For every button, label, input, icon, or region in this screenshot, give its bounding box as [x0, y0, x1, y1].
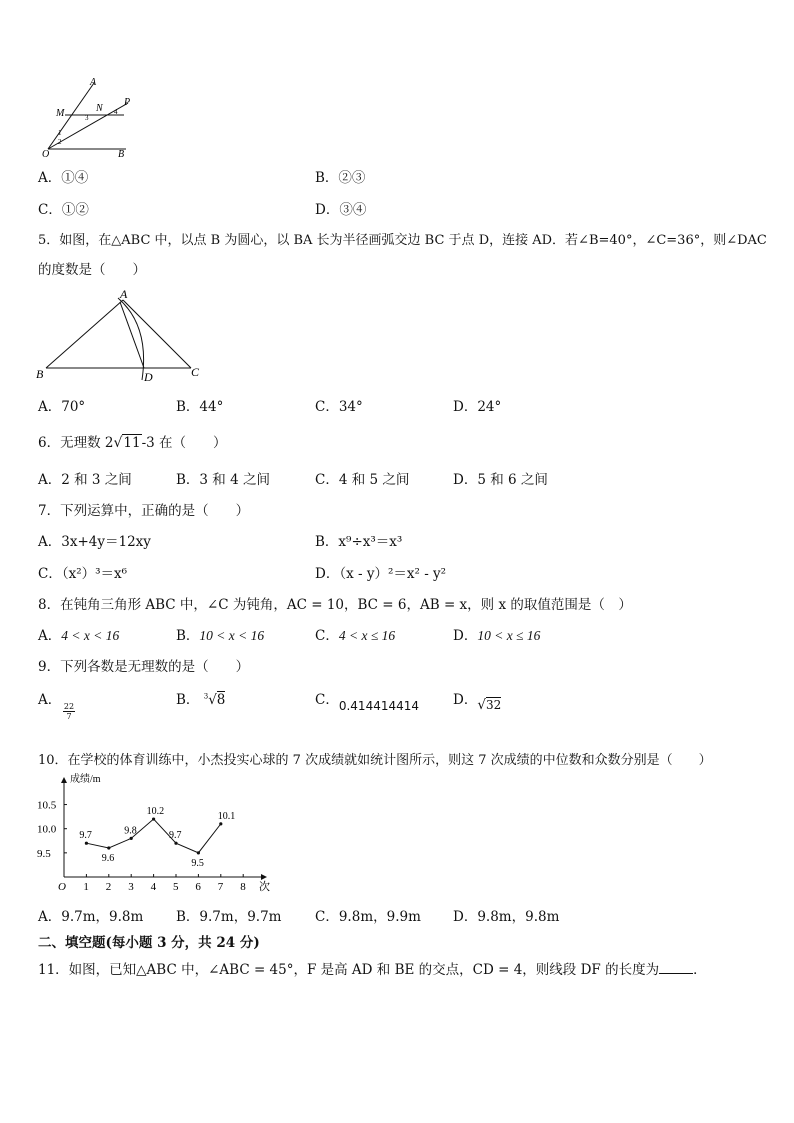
- q4-figure: [38, 75, 148, 160]
- q4-label-B: B: [118, 149, 125, 160]
- option-text: （x - y）²＝x² - y²: [339, 566, 447, 582]
- q4-label-1: 1: [58, 129, 62, 137]
- option-letter: D．: [453, 628, 478, 644]
- root-radicand: 32: [485, 698, 502, 712]
- q6-radicand: 11: [123, 435, 141, 451]
- option-letter: C．: [315, 628, 339, 644]
- q10-option-a[interactable]: [38, 905, 143, 925]
- option-letter: B．: [176, 472, 200, 488]
- option-letter: B．: [176, 628, 200, 644]
- q5-option-b[interactable]: [176, 395, 223, 415]
- data-label: 9.6: [101, 853, 115, 865]
- option-letter: C．: [38, 566, 62, 582]
- option-letter: D．: [315, 202, 340, 218]
- q9-option-a[interactable]: [38, 688, 75, 721]
- q6-stem: [38, 431, 227, 451]
- option-letter: B．: [315, 534, 339, 550]
- option-letter: D．: [453, 909, 478, 925]
- q4-label-4: 4: [114, 108, 118, 116]
- q5-label-D: D: [144, 370, 153, 384]
- q5-label-A: A: [120, 287, 128, 301]
- q4-label-M: M: [56, 108, 65, 119]
- option-letter: B．: [176, 909, 200, 925]
- q8-stem: 8．在钝角三角形 ABC 中，∠C 为钝角，AC = 10，BC = 6，AB = x，则 x 的取值范围是（ ）: [38, 597, 632, 613]
- q11-stem: [38, 958, 707, 978]
- q4-option-b[interactable]: [315, 166, 365, 186]
- q9-option-b[interactable]: [176, 688, 225, 708]
- sqrt-sign: √: [477, 697, 486, 713]
- root-index: 3: [203, 692, 209, 701]
- q10-line-chart: [34, 770, 279, 895]
- option-text: 9.7m，9.7m: [199, 909, 282, 925]
- q7-option-d[interactable]: [315, 562, 446, 582]
- option-text: 9.7m，9.8m: [61, 909, 144, 925]
- x-tick-label: 4: [150, 881, 157, 893]
- sqrt-sign: √: [208, 692, 217, 708]
- data-label: 9.8: [124, 825, 137, 837]
- option-text: ②③: [338, 170, 366, 186]
- option-text: 3 和 4 之间: [199, 472, 270, 488]
- option-letter: A．: [38, 628, 62, 644]
- option-text: 10 < x < 16: [199, 628, 265, 643]
- data-label: 9.7: [169, 830, 182, 842]
- series-line: [86, 819, 220, 853]
- q10-option-c[interactable]: [315, 905, 421, 925]
- q4-option-a[interactable]: [38, 166, 88, 186]
- option-text: ③④: [339, 202, 367, 218]
- q9-stem: 9．下列各数是无理数的是（ ）: [38, 659, 250, 675]
- q6-option-b[interactable]: [176, 468, 270, 488]
- data-point: [174, 842, 177, 845]
- option-text: ①②: [61, 202, 89, 218]
- q4-label-2: 2: [58, 138, 62, 146]
- y-tick-label: 10.0: [37, 823, 57, 836]
- sqrt-sign: √: [113, 435, 123, 451]
- option-letter: C．: [315, 399, 339, 415]
- option-text: ①④: [61, 170, 89, 186]
- option-text: 4 < x < 16: [61, 628, 120, 643]
- q10-stem: 10．在学校的体育训练中，小杰投实心球的 7 次成绩就如统计图所示，则这 7 次成绩的中位数和众数分别是（ ）: [38, 753, 712, 768]
- answer-blank[interactable]: [659, 961, 693, 974]
- fraction-denominator: 7: [66, 712, 72, 721]
- option-letter: B．: [315, 170, 339, 186]
- q6-suffix: -3 在（ ）: [141, 435, 227, 451]
- x-tick-label: 6: [195, 881, 201, 893]
- x-axis-label: 次: [259, 881, 270, 893]
- fraction: [63, 702, 75, 721]
- q11-end: ．: [693, 962, 707, 978]
- option-text: 24°: [477, 399, 502, 415]
- option-text: （x²）³＝x⁶: [61, 566, 128, 582]
- option-letter: D．: [453, 472, 478, 488]
- option-letter: C．: [315, 909, 339, 925]
- option-letter: A．: [38, 909, 62, 925]
- q8-option-d[interactable]: [453, 624, 540, 644]
- data-point: [130, 837, 133, 840]
- fraction-numerator: 22: [63, 702, 75, 711]
- data-label: 9.5: [191, 857, 204, 869]
- option-letter: A．: [38, 534, 62, 550]
- option-text: 2 和 3 之间: [61, 472, 132, 488]
- option-text: 4 和 5 之间: [338, 472, 410, 488]
- option-letter: A．: [38, 472, 62, 488]
- q6-option-d[interactable]: [453, 468, 548, 488]
- option-letter: C．: [315, 692, 339, 708]
- option-text: 70°: [61, 399, 86, 415]
- option-text: 9.8m，9.9m: [338, 909, 421, 925]
- q4-label-3: 3: [85, 114, 89, 122]
- option-letter: B．: [176, 399, 200, 415]
- data-point: [197, 851, 200, 854]
- origin-label: O: [58, 881, 66, 893]
- q10-option-b[interactable]: [176, 905, 281, 925]
- q5-stem-line1: 5．如图，在△ABC 中，以点 B 为圆心，以 BA 长为半径画弧交边 BC 于点 D，连接 AD．若∠B=40°，∠C=36°，则∠DAC: [38, 233, 767, 248]
- x-tick-label: 7: [217, 881, 224, 893]
- option-letter: C．: [38, 202, 62, 218]
- q6-option-a[interactable]: [38, 468, 132, 488]
- option-letter: D．: [453, 399, 478, 415]
- x-tick-label: 1: [83, 881, 89, 893]
- q5-option-d[interactable]: [453, 395, 501, 415]
- q8-option-b[interactable]: [176, 624, 264, 644]
- x-tick-label: 2: [105, 881, 112, 893]
- data-label: 10.1: [217, 810, 236, 822]
- option-letter: D．: [315, 566, 340, 582]
- option-text: 3x+4y＝12xy: [61, 534, 151, 550]
- option-text: 0.414414414: [338, 699, 420, 713]
- y-axis-label: 成绩/m: [70, 774, 101, 785]
- data-point: [219, 822, 222, 825]
- y-tick-label: 9.5: [37, 847, 51, 860]
- q4-label-P: P: [124, 97, 131, 108]
- y-tick-label: 10.5: [37, 799, 57, 812]
- option-letter: B．: [176, 692, 200, 708]
- option-letter: A．: [38, 692, 62, 708]
- q5-label-B: B: [36, 367, 44, 381]
- q6-prefix: 6．无理数 2: [38, 435, 114, 451]
- option-text: 9.8m，9.8m: [477, 909, 560, 925]
- q10-option-d[interactable]: [453, 905, 559, 925]
- option-text: 34°: [338, 399, 363, 415]
- q7-option-c[interactable]: [38, 562, 127, 582]
- q5-option-c[interactable]: [315, 395, 363, 415]
- q4-label-A: A: [90, 77, 97, 88]
- option-text: 4 < x ≤ 16: [338, 628, 396, 643]
- option-text: 10 < x ≤ 16: [477, 628, 541, 643]
- q5-option-a[interactable]: [38, 395, 85, 415]
- q5-figure: [34, 286, 209, 384]
- q9-option-c[interactable]: [315, 688, 420, 713]
- q11-text: 11．如图，已知△ABC 中，∠ABC = 45°，F 是高 AD 和 BE 的交点，CD = 4，则线段 DF 的长度为: [38, 962, 660, 978]
- data-point: [152, 817, 155, 820]
- root-radicand: 8: [216, 692, 226, 708]
- option-letter: A．: [38, 170, 62, 186]
- q6-option-c[interactable]: [315, 468, 409, 488]
- data-label: 9.7: [79, 830, 92, 842]
- q4-option-d[interactable]: [315, 198, 366, 218]
- option-text: 44°: [199, 399, 224, 415]
- q4-label-N: N: [96, 103, 103, 114]
- x-tick-label: 5: [173, 881, 179, 893]
- section-2-heading: 二、填空题(每小题 3 分，共 24 分): [38, 935, 260, 951]
- x-tick-label: 3: [128, 881, 134, 893]
- data-point: [85, 842, 88, 845]
- q8-option-a[interactable]: [38, 624, 119, 644]
- option-letter: D．: [453, 692, 478, 708]
- data-point: [107, 846, 110, 849]
- option-text: x⁹÷x³＝x³: [338, 534, 403, 550]
- q5-label-C: C: [191, 365, 200, 379]
- q7-stem: 7．下列运算中，正确的是（ ）: [38, 503, 250, 519]
- q5-stem-line2: 的度数是（ ）: [38, 262, 146, 278]
- q4-label-O: O: [42, 149, 50, 160]
- option-text: 5 和 6 之间: [477, 472, 548, 488]
- q7-option-a[interactable]: [38, 530, 151, 550]
- option-letter: A．: [38, 399, 62, 415]
- q7-option-b[interactable]: [315, 530, 402, 550]
- q9-option-d[interactable]: [453, 688, 502, 713]
- data-label: 10.2: [146, 806, 165, 818]
- x-tick-label: 8: [240, 881, 246, 893]
- option-letter: C．: [315, 472, 339, 488]
- q4-option-c[interactable]: [38, 198, 89, 218]
- q8-option-c[interactable]: [315, 624, 395, 644]
